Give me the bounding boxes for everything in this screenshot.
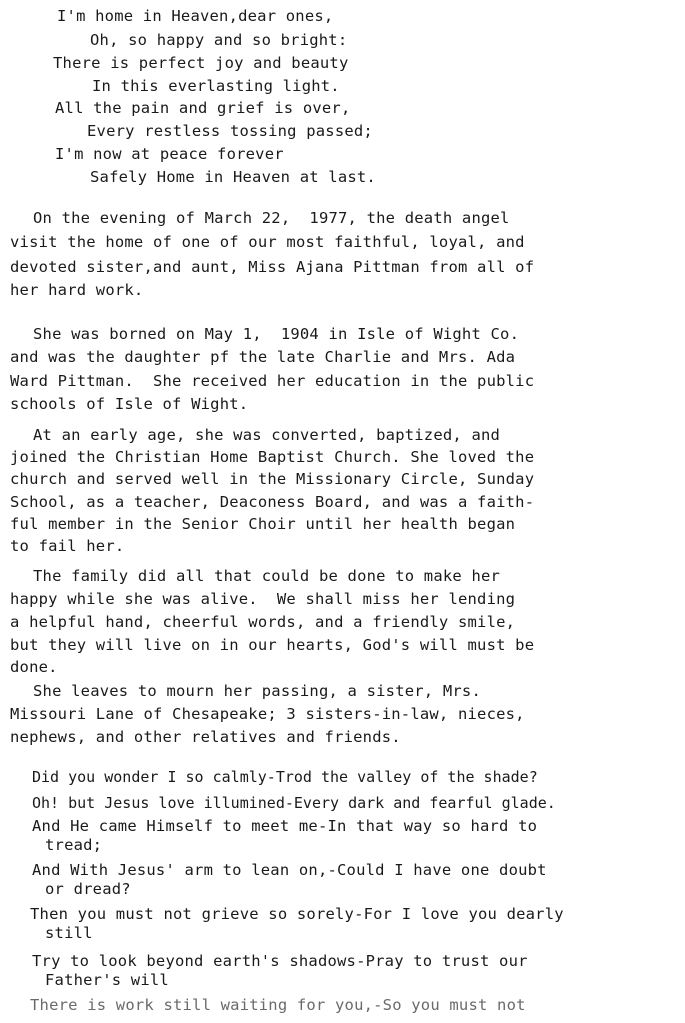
text-line: She was borned on May 1, 1904 in Isle of Wight Co. xyxy=(33,325,520,343)
text-line: School, as a teacher, Deaconess Board, and was a faith- xyxy=(10,493,535,511)
poem-line: Father's will xyxy=(45,971,169,989)
text-line: ful member in the Senior Choir until her health began xyxy=(10,515,516,533)
poem-line: Try to look beyond earth's shadows-Pray to trust our xyxy=(32,952,528,970)
poem-line: I'm now at peace forever xyxy=(55,145,284,163)
text-line: happy while she was alive. We shall miss her lending xyxy=(10,590,516,608)
text-line: and was the daughter pf the late Charlie and Mrs. Ada xyxy=(10,348,516,366)
poem-line: And He came Himself to meet me-In that way so hard to xyxy=(32,817,538,835)
poem-line: Did you wonder I so calmly-Trod the valley of the shade? xyxy=(32,768,538,786)
poem-line: All the pain and grief is over, xyxy=(55,99,351,117)
poem-line: I'm home in Heaven,dear ones, xyxy=(57,7,334,25)
poem-line: Oh! but Jesus love illumined-Every dark and fearful glade. xyxy=(32,794,556,812)
poem-line: Oh, so happy and so bright: xyxy=(90,31,348,49)
poem-line: tread; xyxy=(45,836,103,854)
text-line: her hard work. xyxy=(10,281,144,299)
text-line: but they will live on in our hearts, God's will must be xyxy=(10,636,535,654)
text-line: visit the home of one of our most faithful, loyal, and xyxy=(10,233,525,251)
poem-line: There is perfect joy and beauty xyxy=(53,54,349,72)
text-line: On the evening of March 22, 1977, the death angel xyxy=(33,209,510,227)
text-line: She leaves to mourn her passing, a sister, Mrs. xyxy=(33,682,481,700)
poem-line: Safely Home in Heaven at last. xyxy=(90,168,376,186)
text-line: church and served well in the Missionary Circle, Sunday xyxy=(10,470,535,488)
text-line: joined the Christian Home Baptist Church. She loved the xyxy=(10,448,535,466)
poem-line: There is work still waiting for you,-So you must not xyxy=(30,996,526,1014)
text-line: done. xyxy=(10,658,58,676)
text-line: devoted sister,and aunt, Miss Ajana Pittman from all of xyxy=(10,258,535,276)
text-line: At an early age, she was converted, baptized, and xyxy=(33,426,501,444)
text-line: a helpful hand, cheerful words, and a friendly smile, xyxy=(10,613,516,631)
text-line: Ward Pittman. She received her education in the public xyxy=(10,372,535,390)
poem-line: And With Jesus' arm to lean on,-Could I have one doubt xyxy=(32,861,547,879)
poem-line: Every restless tossing passed; xyxy=(87,122,373,140)
text-line: to fail her. xyxy=(10,537,125,555)
text-line: schools of Isle of Wight. xyxy=(10,395,249,413)
text-line: Missouri Lane of Chesapeake; 3 sisters-in-law, nieces, xyxy=(10,705,525,723)
text-line: nephews, and other relatives and friends. xyxy=(10,728,401,746)
poem-line: or dread? xyxy=(45,880,131,898)
poem-line: In this everlasting light. xyxy=(92,77,340,95)
poem-line: Then you must not grieve so sorely-For I love you dearly xyxy=(30,905,564,923)
poem-line: still xyxy=(45,924,93,942)
text-line: The family did all that could be done to make her xyxy=(33,567,501,585)
